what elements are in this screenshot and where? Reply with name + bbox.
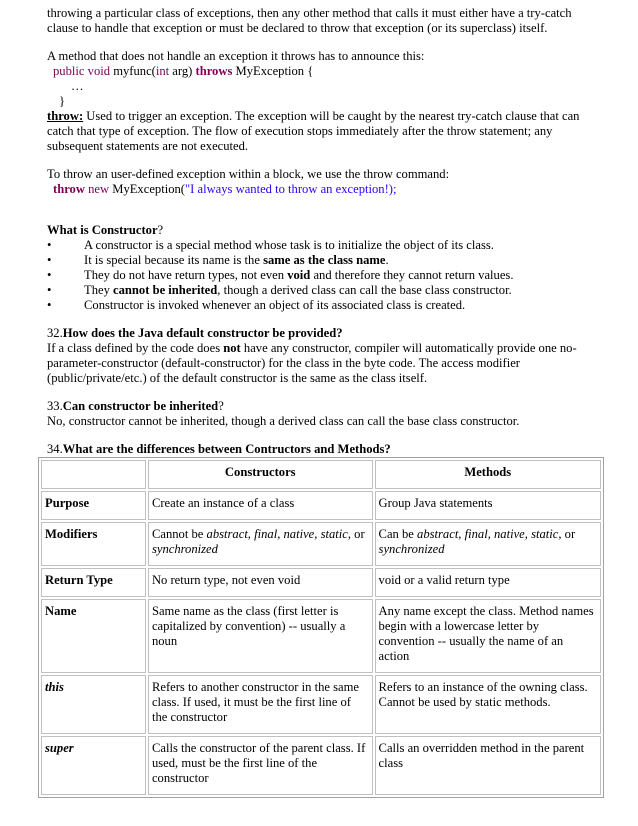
list-item: • Constructor is invoked whenever an object of its associated class is created.: [47, 298, 466, 312]
row-label-purpose: Purpose: [41, 491, 146, 520]
header-constructors: Constructors: [148, 460, 373, 489]
q34-heading: 34.What are the differences between Contructors and Methods?: [47, 442, 391, 456]
row-label-modifiers: Modifiers: [41, 522, 146, 566]
announce-text: A method that does not handle an exception it throws has to announce this:: [47, 49, 425, 63]
cell-method: void or a valid return type: [375, 568, 601, 597]
comparison-table: [38, 457, 604, 798]
constructor-bullets: [47, 238, 603, 313]
cell-constructor: Same name as the class (first letter is capitalized by convention) -- usually a noun: [148, 599, 373, 673]
row-label-name: Name: [41, 599, 146, 673]
header-empty: [41, 460, 146, 489]
bullet-icon: •: [47, 238, 52, 252]
throw-paragraph: throw: Used to trigger an exception. The exception will be caught by the nearest try-catch clause that can catch that type of exception. The flow of execution stops immediately after the throw statement; any subsequent statements are not executed.: [47, 109, 580, 153]
q33-heading: 33.Can constructor be inherited?: [47, 399, 224, 413]
cell-method: Any name except the class. Method names begin with a lowercase letter by convention -- usually the name of an action: [375, 599, 601, 673]
q32-heading: 32.How does the Java default constructor be provided?: [47, 326, 343, 340]
cell-constructor: No return type, not even void: [148, 568, 373, 597]
document-page: [47, 6, 603, 798]
cell-method: Refers to an instance of the owning class. Cannot be used by static methods.: [375, 675, 601, 734]
list-item: • A constructor is a special method whose task is to initialize the object of its class.: [47, 238, 494, 252]
header-methods: Methods: [375, 460, 601, 489]
bullet-icon: •: [47, 253, 52, 267]
throw-label: throw:: [47, 109, 84, 123]
table-row: [41, 599, 601, 673]
user-defined-text: To throw an user-defined exception within a block, we use the throw command:: [47, 167, 450, 181]
list-item: • They cannot be inherited, though a derived class can call the base class constructor.: [47, 283, 512, 297]
constructor-heading: What is Constructor?: [47, 223, 164, 237]
code-ellipsis: …: [71, 79, 84, 93]
bullet-icon: •: [47, 298, 52, 312]
bullet-icon: •: [47, 283, 52, 297]
bullet-icon: •: [47, 268, 52, 282]
table-row: [41, 491, 601, 520]
cell-method: Can be abstract, final, native, static, or synchronized: [375, 522, 601, 566]
q32-answer: If a class defined by the code does not have any constructor, compiler will automatically provide one no-parameter-constructor (default-constructor) for the class in the byte code. The access modifier (public/private/etc.) of the default constructor is the same as the class itself.: [47, 341, 577, 385]
cell-constructor: Calls the constructor of the parent class. If used, must be the first line of the constructor: [148, 736, 373, 795]
list-item: • It is special because its name is the same as the class name.: [47, 253, 389, 267]
table-header-row: [41, 460, 601, 489]
cell-constructor: Cannot be abstract, final, native, static, or synchronized: [148, 522, 373, 566]
cell-constructor: Create an instance of a class: [148, 491, 373, 520]
row-label-super: super: [41, 736, 146, 795]
row-label-this: this: [41, 675, 146, 734]
cell-method: Group Java statements: [375, 491, 601, 520]
cell-constructor: Refers to another constructor in the same class. If used, it must be the first line of the constructor: [148, 675, 373, 734]
intro-paragraph: throwing a particular class of exceptions, then any other method that calls it must either have a try-catch clause to handle that exception or must be declared to throw that exception (or its superclass) itself.: [47, 6, 572, 35]
q33-answer: No, constructor cannot be inherited, though a derived class can call the base class constructor.: [47, 414, 520, 428]
table-row: [41, 568, 601, 597]
table-row: [41, 522, 601, 566]
row-label-return-type: Return Type: [41, 568, 146, 597]
cell-method: Calls an overridden method in the parent class: [375, 736, 601, 795]
code-close-brace: }: [59, 94, 66, 108]
code-throw-statement: throw new MyException("I always wanted to throw an exception!);: [53, 182, 397, 196]
table-row: [41, 675, 601, 734]
code-method-signature: public void myfunc(int arg) throws MyException {: [53, 64, 314, 78]
table-row: [41, 736, 601, 795]
list-item: • They do not have return types, not even void and therefore they cannot return values.: [47, 268, 514, 282]
